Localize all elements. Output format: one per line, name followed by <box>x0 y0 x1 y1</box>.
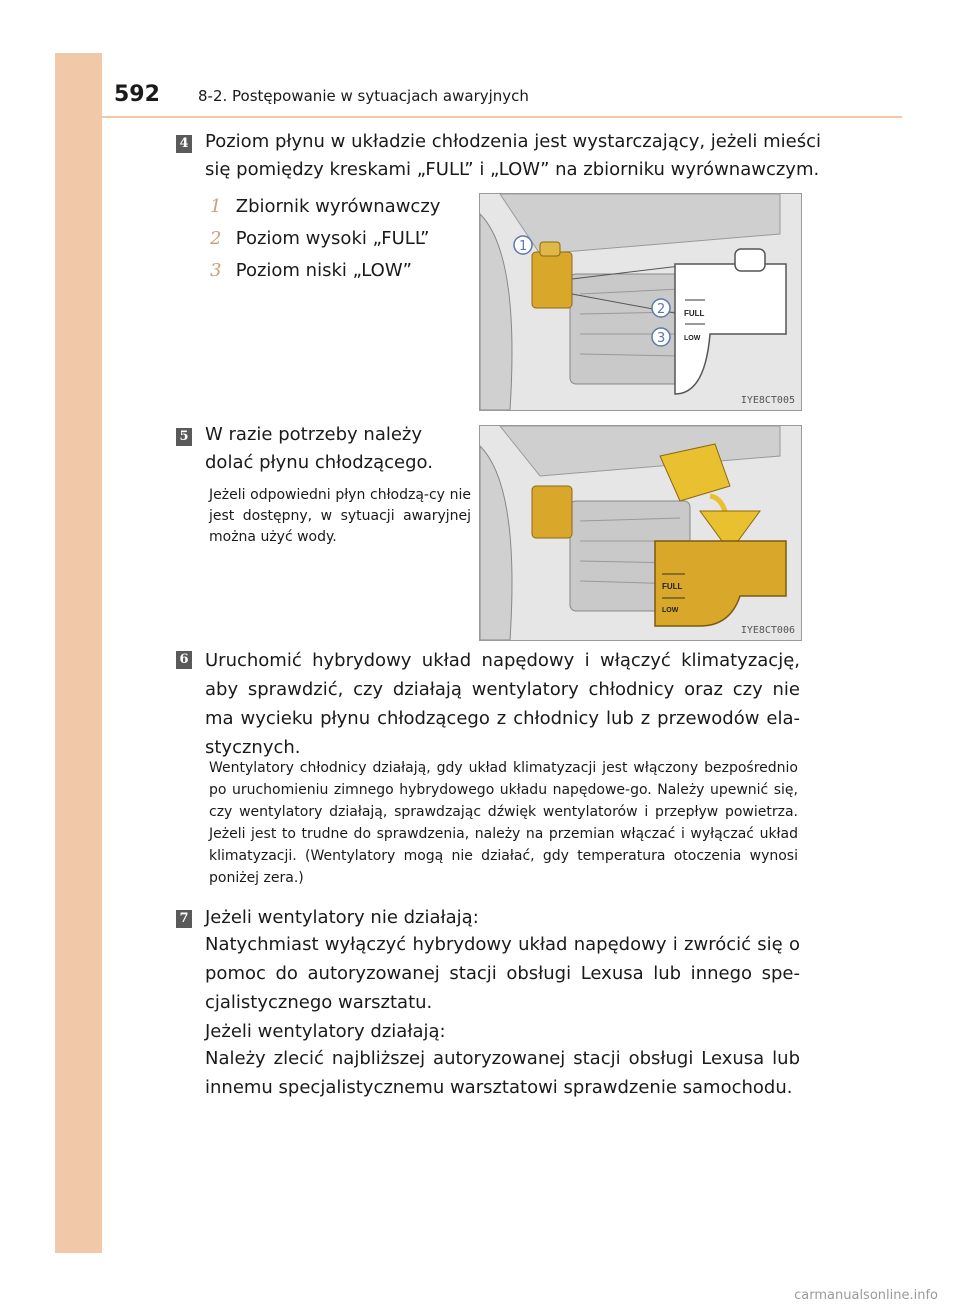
step-6-text: Uruchomić hybrydowy układ napędowy i włączyć klimatyzację, aby sprawdzić, czy działają wentylatory chłodnicy oraz czy nie ma wycieku płynu chłodzącego z chłodnicy lub z przewodów ela-stycznych. <box>205 650 800 758</box>
step-6-note: Wentylatory chłodnicy działają, gdy układ klimatyzacji jest włączony bezpośrednio po uruchomieniu zimnego hybrydowego układu napędowe-go. Należy upewnić się, czy wentylatory działają, sprawdzając dźwięk wentylatorów i przepływ powietrza. Jeżeli jest to trudne do sprawdzenia, należy na przemian włączać i wyłączać układ klimatyzacji. (Wentylatory mogą nie działać, gdy temperatura otoczenia wynosi poniżej zera.) <box>209 760 798 886</box>
step-7-case-2-title: Jeżeli wentylatory działają: <box>205 1021 446 1042</box>
legend-label-3: Poziom niski „LOW” <box>235 260 412 281</box>
legend-item-2 <box>210 225 429 253</box>
full-mark-label: FULL <box>684 309 705 318</box>
page-number: 592 <box>114 82 160 107</box>
step-7-badge: 7 <box>176 910 192 928</box>
step-5-text <box>205 421 475 477</box>
callout-3-label: 3 <box>657 331 666 346</box>
step-6-badge: 6 <box>176 651 192 669</box>
legend-label-1: Zbiornik wyrównawczy <box>235 196 441 217</box>
callout-2-label: 2 <box>657 302 666 317</box>
step-4-line-2: się pomiędzy kreskami „FULL” i „LOW” na zbiorniku wyrównawczym. <box>205 159 820 180</box>
low-mark-label: LOW <box>684 335 701 342</box>
figure-code-2: IYE8CT006 <box>740 625 795 636</box>
figure-reservoir-levels <box>479 193 802 411</box>
step-5-badge: 5 <box>176 428 192 446</box>
figure-code-1: IYE8CT005 <box>740 395 795 406</box>
side-tab <box>55 53 102 1253</box>
legend-item-1 <box>210 193 440 221</box>
legend-item-3 <box>210 257 412 285</box>
legend-num-3: 3 <box>210 260 222 281</box>
section-title: 8-2. Postępowanie w sytuacjach awaryjnych <box>198 87 529 105</box>
legend-num-2: 2 <box>210 228 222 249</box>
legend-label-2: Poziom wysoki „FULL” <box>235 228 430 249</box>
step-7-case-1-text: Natychmiast wyłączyć hybrydowy układ napędowy i zwrócić się o pomoc do autoryzowanej stacji obsługi Lexusa lub innego spe-cjalistycznego warsztatu. <box>205 934 800 1013</box>
step-4-badge: 4 <box>176 135 192 153</box>
step-4-text <box>205 128 821 184</box>
page-header <box>102 80 902 118</box>
full-mark-label-2: FULL <box>662 582 683 591</box>
refill-illustration <box>480 426 801 640</box>
legend-num-1: 1 <box>210 196 222 217</box>
step-5-note: Jeżeli odpowiedni płyn chłodzą-cy nie jest dostępny, w sytuacji awaryjnej można użyć wody. <box>209 487 471 545</box>
watermark: carmanualsonline.info <box>794 1288 938 1303</box>
step-5-line-2: dolać płynu chłodzącego. <box>205 452 433 473</box>
low-mark-label-2: LOW <box>662 607 679 614</box>
step-7-case-1-title: Jeżeli wentylatory nie działają: <box>205 907 479 928</box>
engine-bay-illustration <box>480 194 801 410</box>
step-7-case-2-text: Należy zlecić najbliższej autoryzowanej stacji obsługi Lexusa lub innemu specjalistycznemu warsztatowi sprawdzenie samochodu. <box>205 1048 800 1098</box>
step-5-line-1: W razie potrzeby należy <box>205 424 423 445</box>
figure-refill-coolant <box>479 425 802 641</box>
callout-1-label: 1 <box>519 239 528 254</box>
step-4-line-1: Poziom płynu w układzie chłodzenia jest wystarczający, jeżeli mieści <box>205 131 821 152</box>
